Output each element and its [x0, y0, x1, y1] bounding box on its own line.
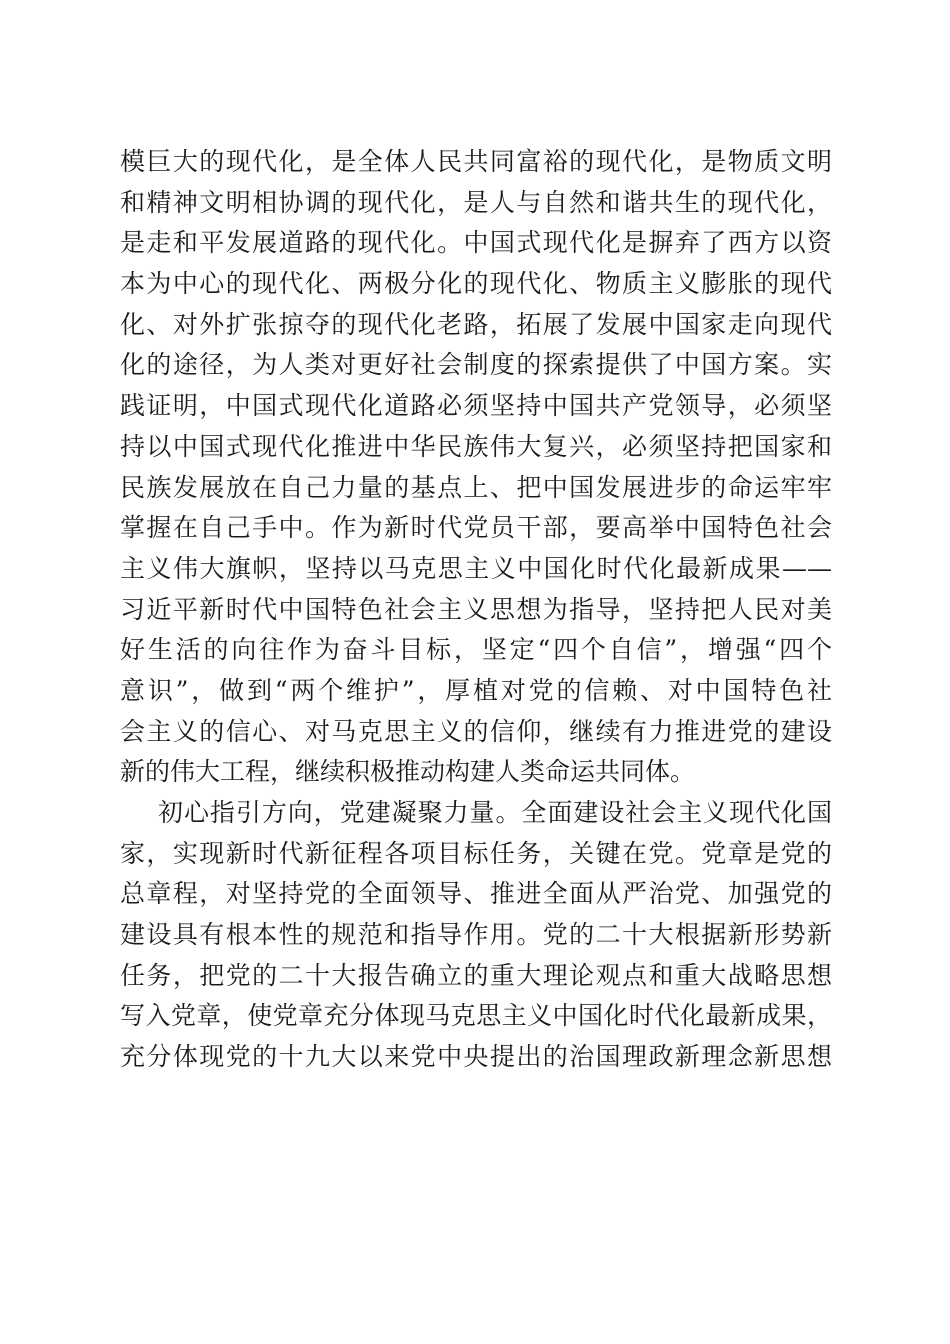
- text-line: 化、对外扩张掠夺的现代化老路，拓展了发展中国家走向现代: [120, 309, 832, 339]
- text-line: 持以中国式现代化推进中华民族伟大复兴，必须坚持把国家和: [120, 431, 832, 461]
- text-line: 模巨大的现代化，是全体人民共同富裕的现代化，是物质文明: [120, 147, 832, 176]
- text-line: 本为中心的现代化、两极分化的现代化、物质主义膨胀的现代: [120, 269, 832, 299]
- text-line: 意识”，做到“两个维护”，厚植对党的信赖、对中国特色社: [120, 675, 832, 705]
- text-line: 充分体现党的十九大以来党中央提出的治国理政新理念新思想: [120, 1042, 832, 1072]
- paragraph-end-line: 新的伟大工程，继续积极推动构建人类命运共同体。: [120, 757, 696, 787]
- text-line: 总章程，对坚持党的全面领导、推进全面从严治党、加强党的: [120, 879, 832, 909]
- text-line: 化的途径，为人类对更好社会制度的探索提供了中国方案。实: [120, 350, 832, 380]
- body-text: [120, 142, 832, 1078]
- text-line: 建设具有根本性的规范和指导作用。党的二十大根据新形势新: [120, 920, 832, 950]
- text-line: 掌握在自己手中。作为新时代党员干部，要高举中国特色社会: [120, 513, 832, 543]
- text-line: 践证明，中国式现代化道路必须坚持中国共产党领导，必须坚: [120, 391, 832, 421]
- text-line: 是走和平发展道路的现代化。中国式现代化是摒弃了西方以资: [120, 228, 832, 258]
- text-line: 任务，把党的二十大报告确立的重大理论观点和重大战略思想: [120, 960, 832, 990]
- text-line: 家，实现新时代新征程各项目标任务，关键在党。党章是党的: [120, 838, 832, 868]
- text-line: 主义伟大旗帜，坚持以马克思主义中国化时代化最新成果——: [120, 553, 832, 583]
- text-line: 民族发展放在自己力量的基点上、把中国发展进步的命运牢牢: [120, 472, 832, 502]
- text-line: 习近平新时代中国特色社会主义思想为指导，坚持把人民对美: [120, 594, 832, 624]
- text-line: 和精神文明相协调的现代化，是人与自然和谐共生的现代化，: [120, 187, 832, 217]
- text-line: 好生活的向往作为奋斗目标，坚定“四个自信”，增强“四个: [120, 635, 832, 665]
- text-line: 会主义的信心、对马克思主义的信仰，继续有力推进党的建设: [120, 716, 832, 746]
- paragraph-start-line: 初心指引方向，党建凝聚力量。全面建设社会主义现代化国: [158, 798, 832, 827]
- text-line: 写入党章，使党章充分体现马克思主义中国化时代化最新成果，: [120, 1001, 832, 1031]
